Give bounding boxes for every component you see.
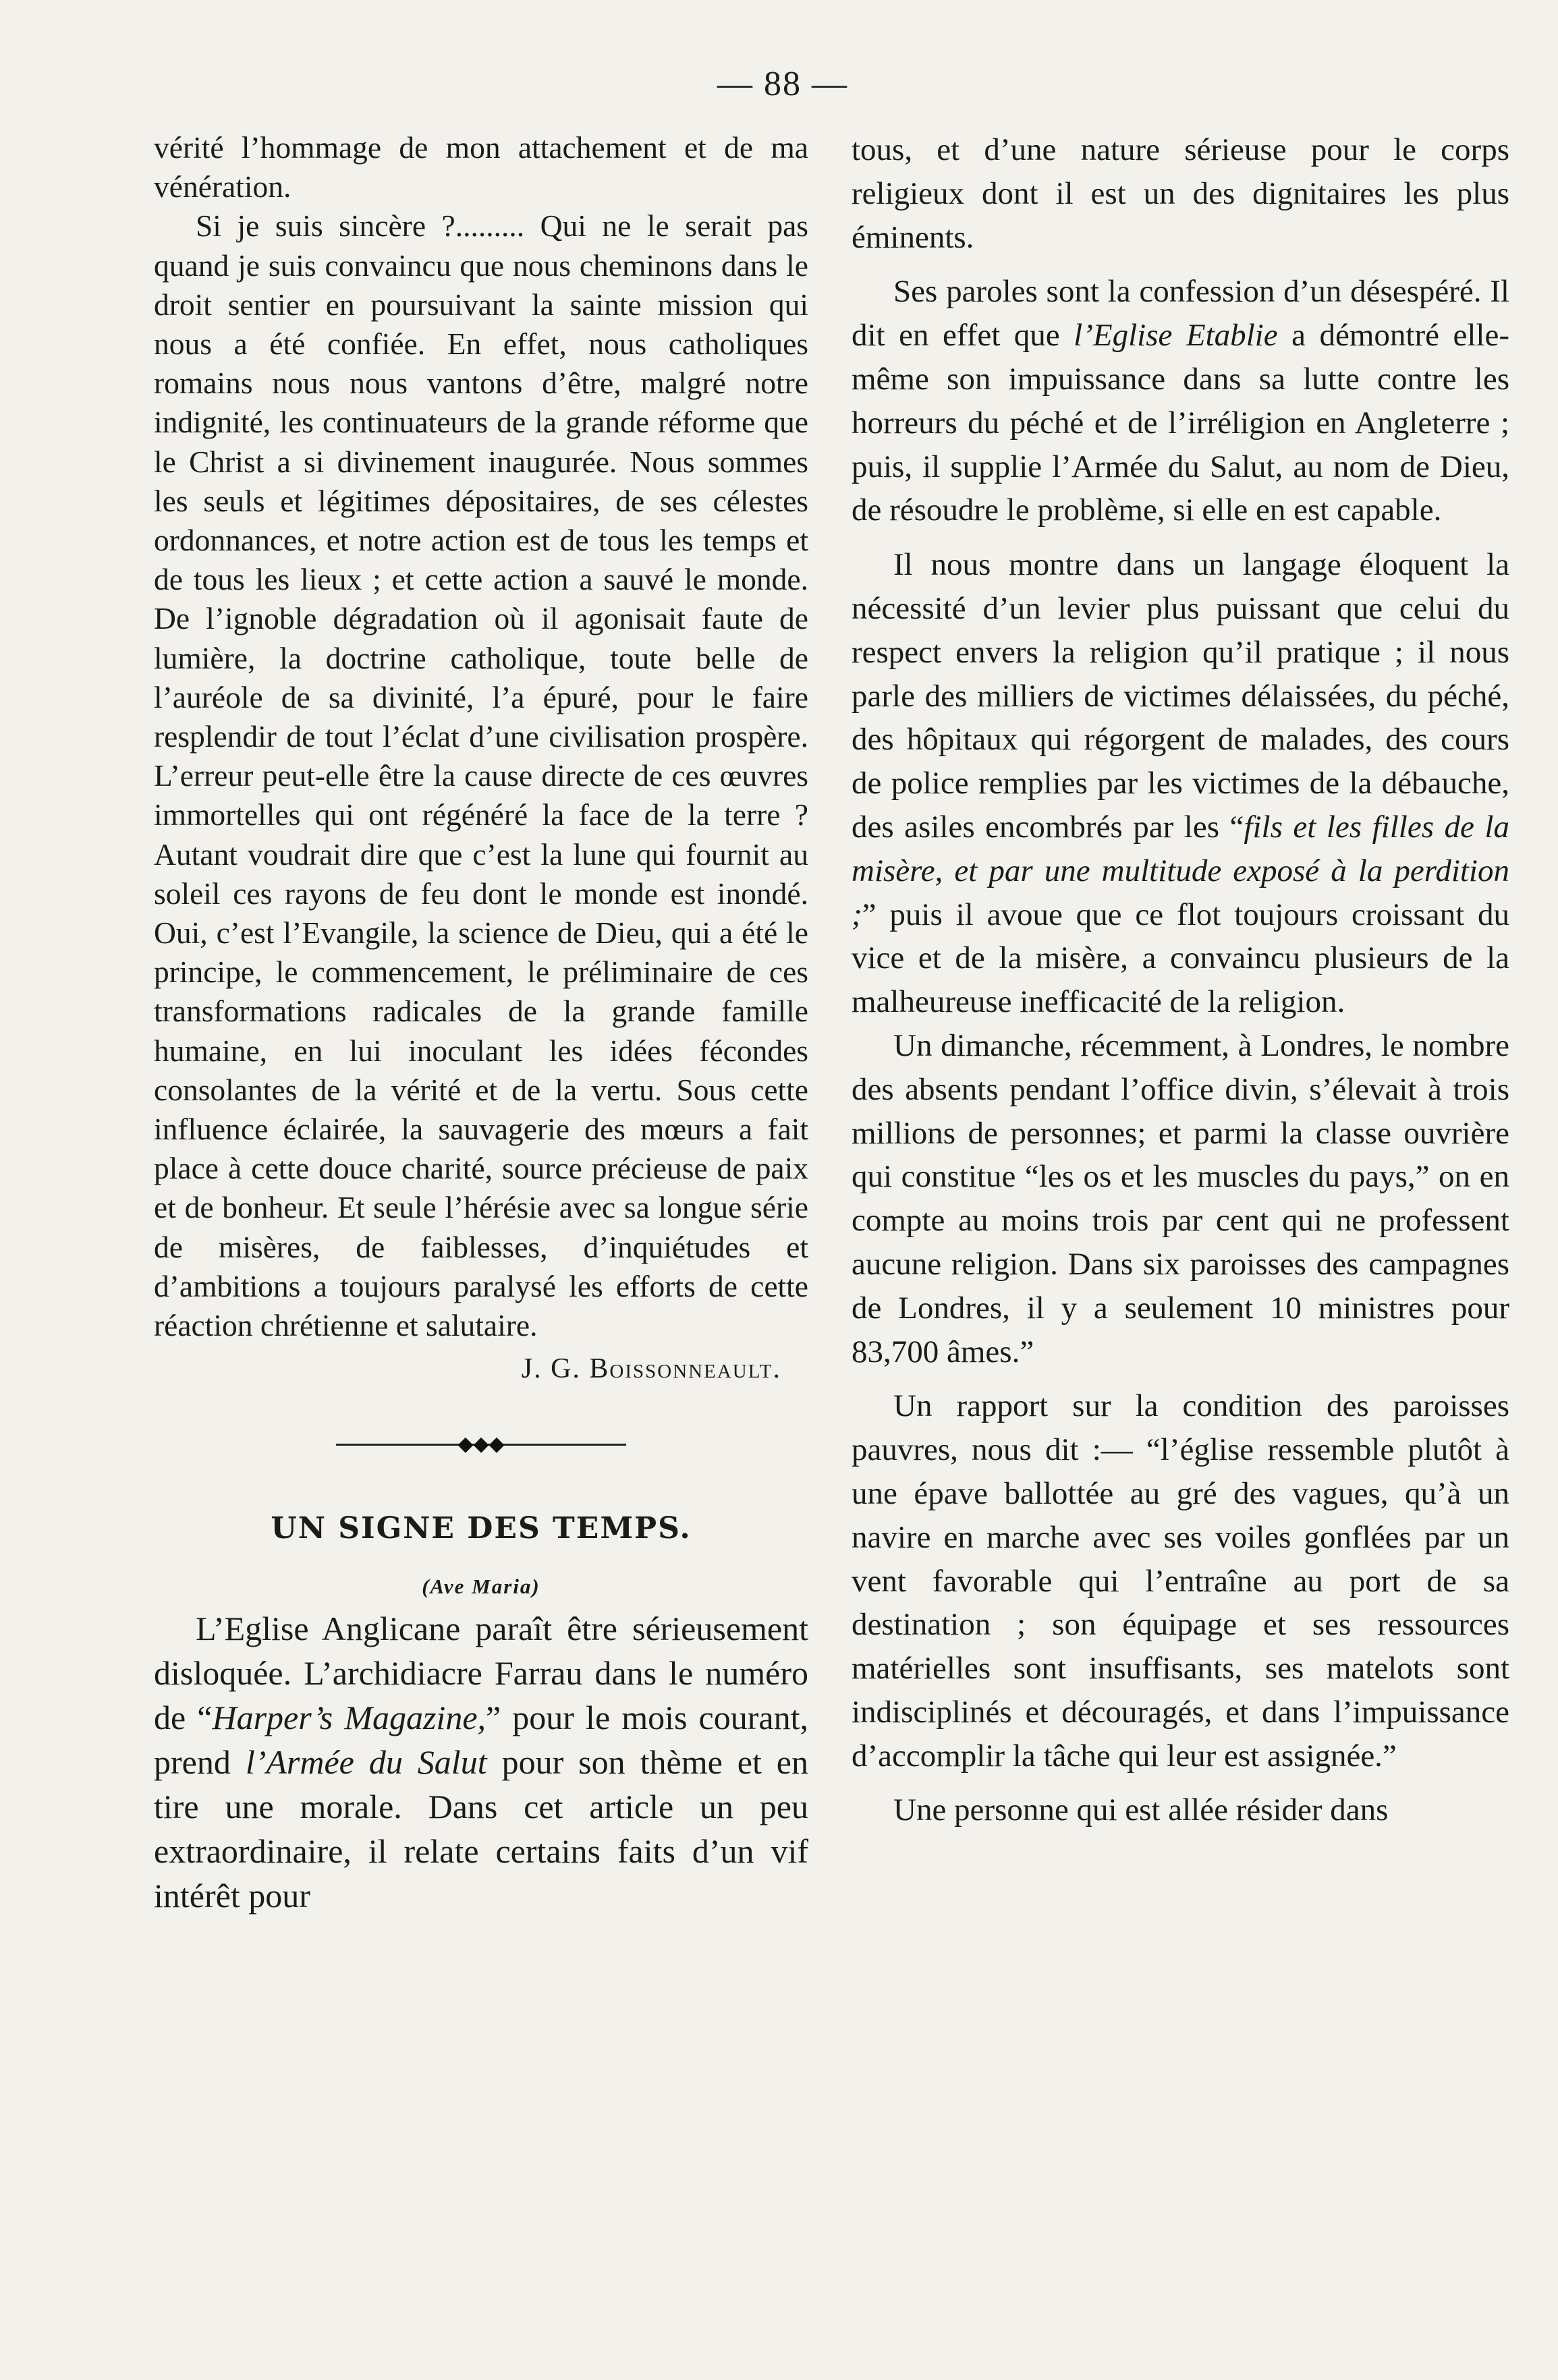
text-run: pour son thème et en tire une morale. Dans cet article un peu extraordinaire, il relate certains faits d’un vif intérêt pour — [154, 1743, 808, 1915]
article-intro — [154, 1606, 808, 1918]
signature-name: Boissonneault. — [589, 1353, 781, 1385]
paragraph: Si je suis sincère ?......... Qui ne le serait pas quand je suis convaincu que nous cheminons dans le droit sentier en poursuivant la sainte mission qui nous a été confiée. En effet, nous catholiques romains nous nous vantons d’être, malgré notre indignité, les continuateurs de la grande réforme que le Christ a si divinement inaugurée. Nous sommes les seuls et légitimes dépositaires, de ses célestes ordonnances, et notre action est de tous les temps et de tous les lieux ; et cette action a sauvé le monde. De l’ignoble dégradation où il agonisait faute de lumière, la doctrine catholique, toute belle de l’auréole de sa divinité, l’a épuré, pour le faire resplendir de tout l’éclat d’une civilisation prospère. L’erreur peut-elle être la cause directe de ces œuvres immortelles qui ont régénéré la face de la terre ? Autant voudrait dire que c’est la lune qui fournit au soleil ces rayons de feu dont le monde est inondé. Oui, c’est l’Evangile, la science de Dieu, qui a été le principe, le commencement, le préliminaire de ces transformations radicales de la grande famille humaine, en lui inoculant les idées fécondes consolantes de la vérité et de la vertu. Sous cette influence éclairée, la sauvagerie des mœurs a fait place à cette douce charité, source précieuse de paix et de bonheur. Et seule l’hérésie avec sa longue série de misères, de faiblesses, d’inquiétudes et d’ambitions a toujours paralysé les efforts de cette réaction chrétienne et salutaire. — [154, 208, 808, 1343]
magazine-title: Harper’s Magazine, — [212, 1698, 486, 1736]
signature-initials: J. G. — [521, 1353, 590, 1385]
section-divider — [336, 1432, 626, 1455]
emphasis: l’Eglise Etablie — [1074, 318, 1278, 353]
organization-name: l’Armée du Salut — [245, 1743, 487, 1781]
text-run: L’Eglise Anglicane paraît être sérieusement disloquée. L’archidiacre Farrau dans le numéro de “ — [154, 1609, 808, 1736]
text-run: ” pour le mois courant, prend — [154, 1698, 808, 1781]
paragraph: Un rapport sur la condition des paroisses pauvres, nous dit :— “l’église ressemble plutôt à une épave ballottée au gré des vagues, qu’à un navire en marche avec ses voiles gonflées par un vent favorable qui l’entraîne au port de sa destination ; son équipage et ses ressources matérielles sont insuffisants, ses matelots sont indisciplinés et découragés, et dans l’impuissance d’accomplir la tâche qui leur est assignée.” — [852, 1388, 1509, 1774]
paragraph: vérité l’hommage de mon attachement et de ma vénération. — [154, 130, 808, 204]
ornament-icon: ◆◆◆ — [457, 1432, 505, 1455]
page-number: — 88 — — [717, 65, 848, 103]
text-run: Ses paroles sont la confession d’un désespéré. Il dit en effet que — [852, 274, 1509, 353]
article-title: UN SIGNE DES TEMPS. — [271, 1510, 692, 1546]
paragraph: Une personne qui est allée résider dans — [893, 1792, 1389, 1828]
text-run: ” puis il avoue que ce flot toujours croissant du vice et de la misère, a convaincu plusieurs de la malheureuse inefficacité de la religion. — [852, 897, 1509, 1020]
left-column — [154, 128, 808, 1918]
quotation: fils et les filles de la misère, et par une multitude exposé à la perdition ; — [852, 809, 1509, 932]
paragraph: Un dimanche, récemment, à Londres, le nombre des absents pendant l’office divin, s’élevait à trois millions de personnes; et parmi la classe ouvrière qui constitue “les os et les muscles du pays,” on en compte au moins trois par cent qui ne professent aucune religion. Dans six paroisses des campagnes de Londres, il y a seulement 10 ministres pour 83,700 âmes.” — [852, 1027, 1509, 1369]
text-run: a démontré elle-même son impuissance dans sa lutte contre les horreurs du péché et de l’irréligion en Angleterre ; puis, il supplie l’Armée du Salut, au nom de Dieu, de résoudre le problème, si elle en est capable. — [852, 318, 1510, 528]
paragraph — [852, 270, 1509, 532]
article-source: (Ave Maria) — [422, 1574, 540, 1598]
paragraph: tous, et d’une nature sérieuse pour le corps religieux dont il est un des dignitaires les plus éminents. — [852, 132, 1509, 255]
right-column — [852, 128, 1509, 1832]
text-run: Il nous montre dans un langage éloquent la nécessité d’un levier plus puissant que celui du respect envers la religion qu’il pratique ; il nous parle des milliers de victimes délaissées, du péché, des hôpitaux qui régorgent de malades, des cours de police remplies par les victimes de la débauche, des asiles encombrés par les “ — [852, 547, 1509, 845]
paragraph — [852, 543, 1509, 1024]
author-signature — [154, 1349, 781, 1388]
